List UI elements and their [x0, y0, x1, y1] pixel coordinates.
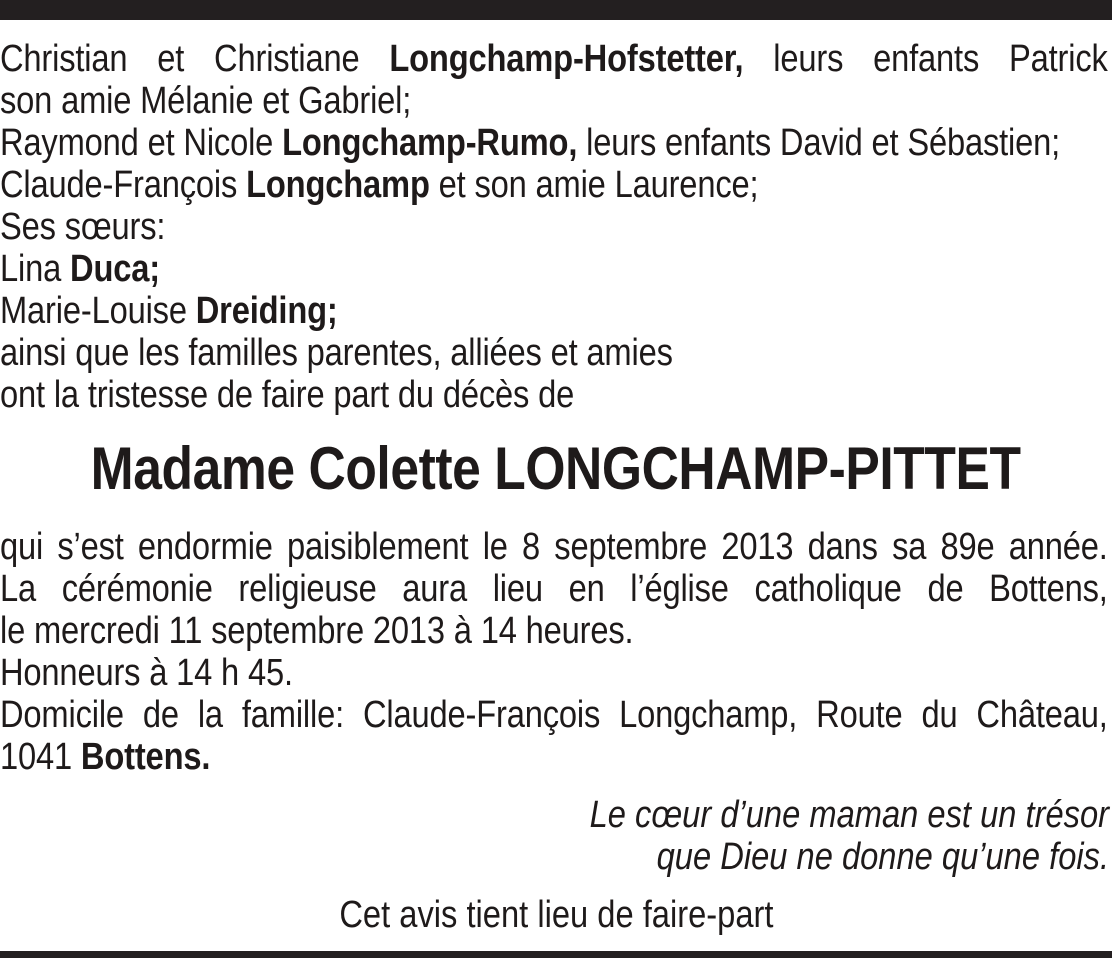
family-line: Raymond et Nicole Longchamp-Rumo, leurs enfants David et Sébastien; [0, 122, 1061, 164]
detail-line: qui s’est endormie paisiblement le 8 septembre 2013 dans sa 89e année. [0, 526, 1108, 568]
family-line: ainsi que les familles parentes, alliées et amies [0, 332, 673, 374]
detail-line: La cérémonie religieuse aura lieu en l’église catholique de Bottens, [0, 568, 1108, 610]
family-line: Christian et Christiane Longchamp-Hofstetter, leurs enfants Patrick [0, 38, 1108, 80]
ceremony-details [0, 526, 1108, 778]
family-line: Lina Duca; [0, 248, 160, 290]
family-line: Ses sœurs: [0, 206, 166, 248]
footer-note [0, 894, 1112, 936]
family-list [0, 38, 1108, 416]
quote-line: Le cœur d’une maman est un trésor [589, 794, 1109, 836]
footer-text: Cet avis tient lieu de faire-part [338, 894, 774, 936]
quote [590, 794, 1109, 878]
family-line: ont la tristesse de faire part du décès de [0, 374, 575, 416]
deceased-name: Madame Colette LONGCHAMP-PITTET [91, 435, 1021, 502]
detail-line: 1041 Bottens. [0, 736, 211, 778]
detail-line: le mercredi 11 septembre 2013 à 14 heures. [0, 610, 634, 652]
quote-line: que Dieu ne donne qu’une fois. [656, 836, 1109, 878]
bottom-rule [0, 951, 1112, 958]
family-line: Marie-Louise Dreiding; [0, 290, 338, 332]
family-line: son amie Mélanie et Gabriel; [0, 80, 412, 122]
deceased-name-heading [0, 434, 1112, 504]
detail-line: Honneurs à 14 h 45. [0, 652, 293, 694]
family-line: Claude-François Longchamp et son amie Laurence; [0, 164, 759, 206]
top-rule [0, 0, 1112, 20]
detail-line: Domicile de la famille: Claude-François Longchamp, Route du Château, [0, 694, 1108, 736]
